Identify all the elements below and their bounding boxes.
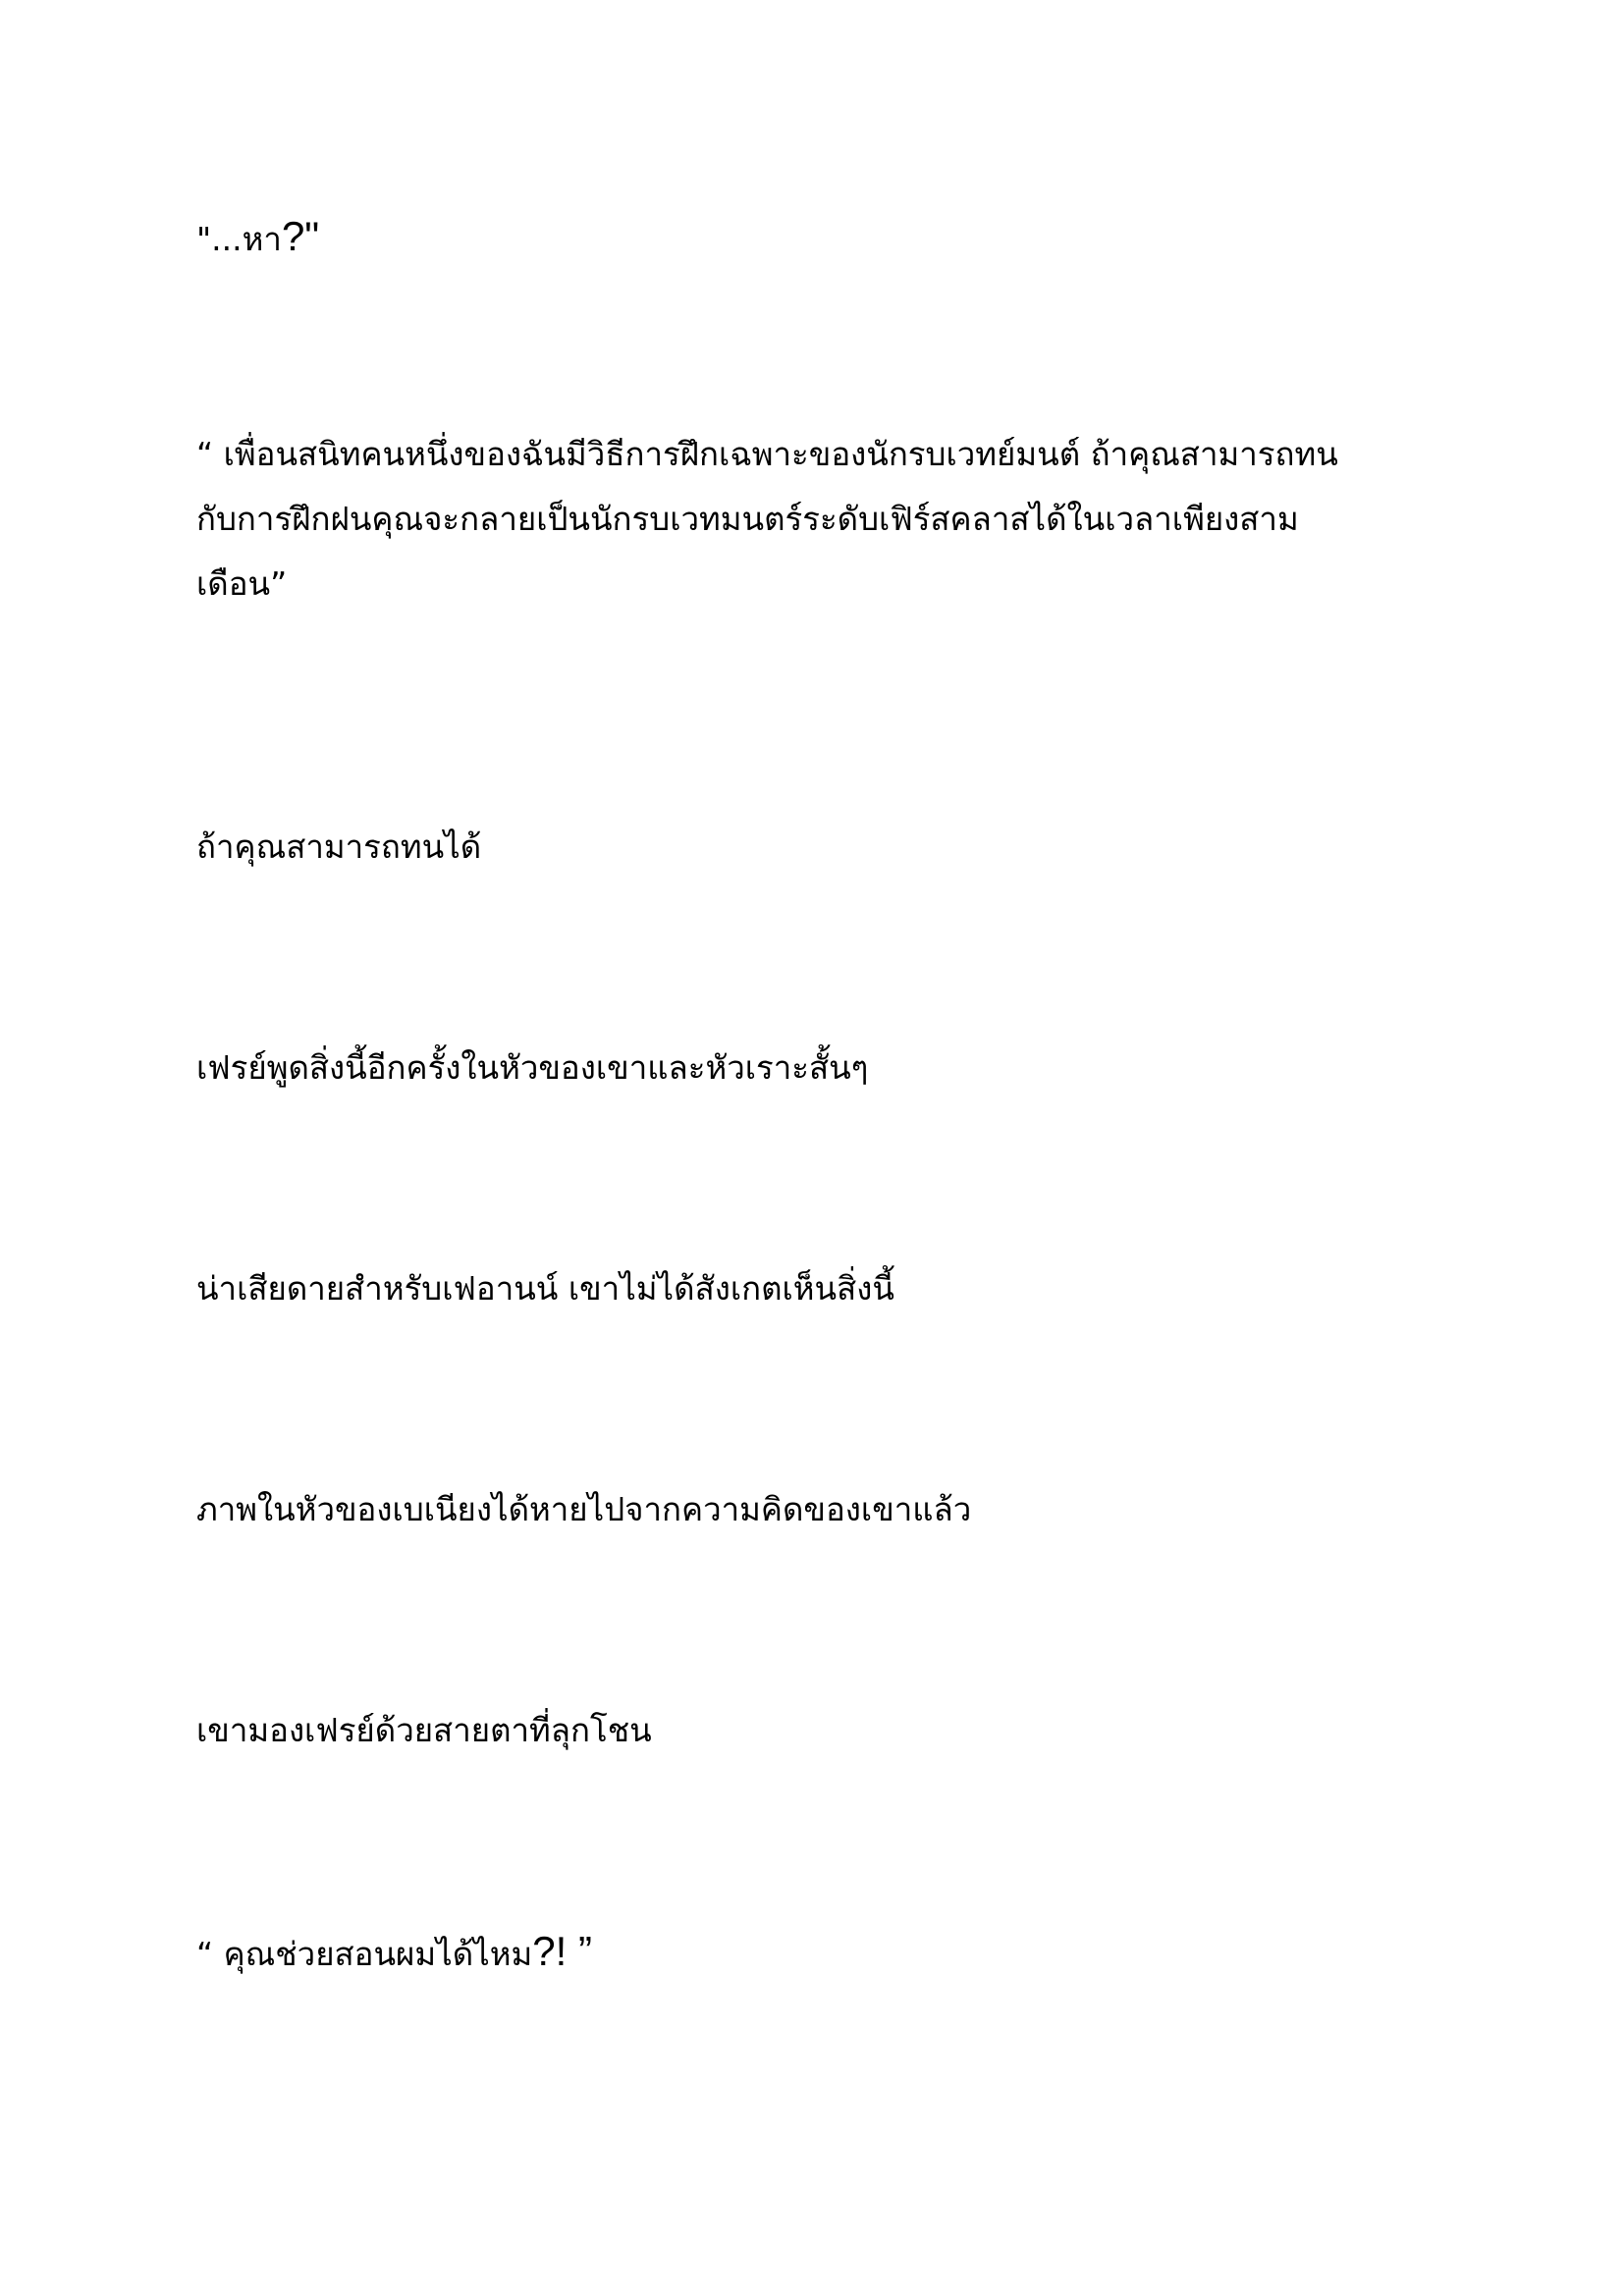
paragraph-4: เฟรย์พูดสิ่งนี้อีกครั้งในหัวของเขาและหัวเราะสั้นๆ	[196, 1048, 869, 1087]
paragraph-1-text: "...หา	[196, 220, 282, 258]
paragraph-5: น่าเสียดายสำหรับเฟอานน์ เขาไม่ได้สังเกตเห็นสิ่งนี้	[196, 1269, 894, 1308]
paragraph-7: เขามองเฟรย์ด้วยสายตาที่ลุกโชน	[196, 1711, 652, 1749]
paragraph-6: ภาพในหัวของเบเนียงได้หายไปจากความคิดของเขาแล้ว	[196, 1490, 972, 1528]
paragraph-8-punctuation: ?! ”	[532, 1928, 592, 1974]
paragraph-8-text: “ คุณช่วยสอนผมได้ไหม	[196, 1935, 533, 1973]
paragraph-3: ถ้าคุณสามารถทนได้	[196, 828, 482, 866]
paragraph-1	[196, 204, 1434, 272]
paragraph-1-punctuation: ?"	[281, 213, 320, 259]
paragraph-8	[196, 1919, 1434, 1987]
paragraph-2: “ เพื่อนสนิทคนหนึ่งของฉันมีวิธีการฝึกเฉพาะของนักรบเวทย์มนต์ ถ้าคุณสามารถทน กับการฝึกฝนคุณจะกลายเป็นนักรบเวทมนตร์ระดับเฟิร์สคลาสได้ในเวลาเพียงสาม เดือน”	[196, 435, 1338, 603]
